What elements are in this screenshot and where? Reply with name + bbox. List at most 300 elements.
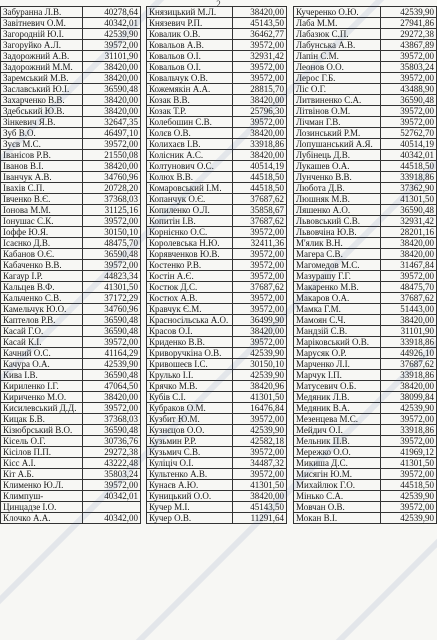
person-name-cell: Кицак Б.В. <box>1 414 83 425</box>
table-row <box>1 414 141 425</box>
person-name-cell: Завітневич О.М. <box>1 18 83 29</box>
table-row <box>147 117 287 128</box>
amount-cell: 44518,50 <box>233 172 287 183</box>
person-name-cell: Кучер М.І. <box>147 502 233 513</box>
person-name-cell: Заславський Ю.І. <box>1 84 83 95</box>
table-row <box>147 370 287 381</box>
amount-cell: 38420,00 <box>233 491 287 502</box>
table-row <box>147 40 287 51</box>
table-row <box>1 304 141 315</box>
amount-cell: 38420,00 <box>83 106 141 117</box>
person-name-cell: Криденко В.В. <box>147 337 233 348</box>
amount-cell: 41301,50 <box>233 392 287 403</box>
table-row <box>147 7 287 18</box>
table-row <box>147 73 287 84</box>
amount-cell: 42539,90 <box>380 403 436 414</box>
person-name-cell: Львовський С.В. <box>294 216 381 227</box>
person-name-cell: Кальченко С.В. <box>1 293 83 304</box>
amount-cell: 39572,00 <box>380 51 436 62</box>
amount-cell: 38420,00 <box>380 238 436 249</box>
amount-cell: 35803,24 <box>83 469 141 480</box>
person-name-cell: Ковальов А.В. <box>147 40 233 51</box>
person-name-cell: М'ялик В.Н. <box>294 238 381 249</box>
amount-cell: 43488,90 <box>380 84 436 95</box>
amount-cell: 38420,00 <box>233 7 287 18</box>
amount-cell: 46497,10 <box>83 128 141 139</box>
person-name-cell: Макаров О.А. <box>294 293 381 304</box>
table-row <box>1 513 141 524</box>
table-row <box>147 304 287 315</box>
table-row <box>1 40 141 51</box>
table-row <box>294 480 437 491</box>
table-row <box>294 172 437 183</box>
person-name-cell: Кабаченко В.В. <box>1 260 83 271</box>
payment-table-column-3 <box>293 6 437 524</box>
table-row <box>147 436 287 447</box>
amount-cell: 41301,50 <box>380 458 436 469</box>
amount-cell: 36590,48 <box>83 425 141 436</box>
person-name-cell: Мамка Г.М. <box>294 304 381 315</box>
person-name-cell: Загородній Ю.І. <box>1 29 83 40</box>
person-name-cell: Зінкевич Я.В. <box>1 117 83 128</box>
amount-cell: 30736,76 <box>83 436 141 447</box>
person-name-cell: Королевська Н.Ю. <box>147 238 233 249</box>
table-row <box>1 117 141 128</box>
person-name-cell: Мережко О.О. <box>294 447 381 458</box>
person-name-cell: Задорожний М.М. <box>1 62 83 73</box>
amount-cell: 38420,00 <box>233 326 287 337</box>
person-name-cell: Клочко А.А. <box>1 513 83 524</box>
amount-cell: 39572,00 <box>233 293 287 304</box>
person-name-cell: Кузбит Ю.М. <box>147 414 233 425</box>
person-name-cell: Захарченко В.В. <box>1 95 83 106</box>
person-name-cell: Загоруйко А.Л. <box>1 40 83 51</box>
person-name-cell: Мокан В.І. <box>294 513 381 524</box>
person-name-cell: Лабунська А.В. <box>294 40 381 51</box>
amount-cell: 33918,86 <box>380 337 436 348</box>
table-row <box>1 183 141 194</box>
person-name-cell: Ляшенко А.О. <box>294 205 381 216</box>
payment-table-column-1 <box>0 6 141 524</box>
table-row <box>147 337 287 348</box>
person-name-cell: Іонова М.М. <box>1 205 83 216</box>
table-row <box>1 18 141 29</box>
person-name-cell: Копанчук О.Є. <box>147 194 233 205</box>
amount-cell: 40342,00 <box>83 513 141 524</box>
amount-cell: 39572,00 <box>233 62 287 73</box>
person-name-cell: Іоффе Ю.Я. <box>1 227 83 238</box>
person-name-cell: Заремський М.В. <box>1 73 83 84</box>
table-row <box>147 282 287 293</box>
person-name-cell: Макаренко М.В. <box>294 282 381 293</box>
amount-cell: 38420,00 <box>83 95 141 106</box>
person-name-cell: Любота Д.В. <box>294 183 381 194</box>
person-name-cell: Медяник Л.В. <box>294 392 381 403</box>
amount-cell: 38420,00 <box>380 381 436 392</box>
table-row <box>294 117 437 128</box>
amount-cell: 39572,00 <box>380 271 436 282</box>
person-name-cell: Зуб В.О. <box>1 128 83 139</box>
amount-cell: 36462,77 <box>233 29 287 40</box>
amount-cell: 41969,12 <box>380 447 436 458</box>
amount-cell: 39572,00 <box>233 271 287 282</box>
table-row <box>294 315 437 326</box>
table-row <box>1 249 141 260</box>
table-row <box>1 84 141 95</box>
table-row <box>1 315 141 326</box>
person-name-cell: Магера С.В. <box>294 249 381 260</box>
table-row <box>294 227 437 238</box>
person-name-cell: Куницький О.О. <box>147 491 233 502</box>
table-row <box>294 249 437 260</box>
table-row <box>147 95 287 106</box>
amount-cell: 36590,48 <box>83 326 141 337</box>
table-row <box>147 172 287 183</box>
person-name-cell: Кубраков О.М. <box>147 403 233 414</box>
amount-cell: 37687,62 <box>380 293 436 304</box>
person-name-cell: Колісник А.С. <box>147 150 233 161</box>
amount-cell: 39572,00 <box>83 337 141 348</box>
person-name-cell: Іванчук А.В. <box>1 172 83 183</box>
table-row <box>147 480 287 491</box>
table-row <box>294 392 437 403</box>
table-row <box>1 7 141 18</box>
table-row <box>1 282 141 293</box>
person-name-cell: Колихаєв І.В. <box>147 139 233 150</box>
table-row <box>1 502 141 513</box>
person-name-cell: Костюх А.В. <box>147 293 233 304</box>
table-row <box>147 128 287 139</box>
amount-cell: 34487,32 <box>233 458 287 469</box>
table-row <box>147 161 287 172</box>
amount-cell: 36590,48 <box>83 370 141 381</box>
amount-cell: 39572,00 <box>380 436 436 447</box>
table-row <box>294 95 437 106</box>
person-name-cell: Матусевич О.Б. <box>294 381 381 392</box>
table-row <box>147 458 287 469</box>
amount-cell: 43867,89 <box>380 40 436 51</box>
table-row <box>294 216 437 227</box>
amount-cell: 33918,86 <box>380 172 436 183</box>
person-name-cell: Литвиненко С.А. <box>294 95 381 106</box>
person-name-cell: Камельчук Ю.О. <box>1 304 83 315</box>
amount-cell: 43222,48 <box>83 458 141 469</box>
table-row <box>1 271 141 282</box>
table-row <box>294 7 437 18</box>
amount-cell: 39572,00 <box>233 304 287 315</box>
table-row <box>1 392 141 403</box>
person-name-cell: Колебошин С.В. <box>147 117 233 128</box>
person-name-cell: Крулько І.І. <box>147 370 233 381</box>
amount-cell: 30150,10 <box>83 227 141 238</box>
amount-cell: 39572,00 <box>83 40 141 51</box>
table-row <box>294 271 437 282</box>
table-row <box>1 458 141 469</box>
amount-cell: 35858,67 <box>233 205 287 216</box>
amount-cell: 38420,00 <box>233 150 287 161</box>
person-name-cell: Ковалик О.В. <box>147 29 233 40</box>
amount-cell: 44518,50 <box>380 161 436 172</box>
table-row <box>294 491 437 502</box>
person-name-cell: Львовчіна Ю.В. <box>294 227 381 238</box>
person-name-cell: Кисилевський Д.Д. <box>1 403 83 414</box>
person-name-cell: Красов О.І. <box>147 326 233 337</box>
table-row <box>147 260 287 271</box>
table-row <box>1 491 141 502</box>
table-row <box>1 447 141 458</box>
amount-cell: 51443,00 <box>380 304 436 315</box>
person-name-cell: Мандзій С.В. <box>294 326 381 337</box>
person-name-cell: Кузьмин Р.Р. <box>147 436 233 447</box>
person-name-cell: Касай К.І. <box>1 337 83 348</box>
table-row <box>1 172 141 183</box>
person-name-cell: Івченко В.Є. <box>1 194 83 205</box>
amount-cell: 39572,00 <box>83 403 141 414</box>
person-name-cell: Лукашев О.А. <box>294 161 381 172</box>
amount-cell: 36590,48 <box>83 84 141 95</box>
person-name-cell: Костін А.Є. <box>147 271 233 282</box>
amount-cell: 42539,90 <box>233 348 287 359</box>
person-name-cell: Маріковський О.В. <box>294 337 381 348</box>
table-row <box>1 480 141 491</box>
amount-cell <box>83 502 141 513</box>
amount-cell: 32411,36 <box>233 238 287 249</box>
amount-cell: 37687,62 <box>233 194 287 205</box>
table-row <box>294 469 437 480</box>
amount-cell: 38099,84 <box>380 392 436 403</box>
person-name-cell: Кириленко І.Г. <box>1 381 83 392</box>
amount-cell: 39572,00 <box>380 469 436 480</box>
table-row <box>1 139 141 150</box>
amount-cell: 41301,50 <box>380 194 436 205</box>
table-row <box>1 436 141 447</box>
person-name-cell: Каптелов Р.В. <box>1 315 83 326</box>
amount-cell: 39572,00 <box>380 502 436 513</box>
person-name-cell: Ковальов О.І. <box>147 51 233 62</box>
amount-cell: 39572,00 <box>233 469 287 480</box>
amount-cell: 39572,00 <box>233 414 287 425</box>
table-row <box>294 359 437 370</box>
amount-cell: 40278,64 <box>83 7 141 18</box>
table-row <box>1 425 141 436</box>
table-row <box>1 62 141 73</box>
table-row <box>294 51 437 62</box>
table-row <box>147 62 287 73</box>
person-name-cell: Лабазюк С.П. <box>294 29 381 40</box>
person-name-cell: Лерос Г.Б. <box>294 73 381 84</box>
amount-cell: 39572,00 <box>380 414 436 425</box>
table-row <box>294 106 437 117</box>
table-row <box>294 238 437 249</box>
amount-cell: 39572,00 <box>233 117 287 128</box>
amount-cell: 28815,70 <box>233 84 287 95</box>
table-row <box>147 106 287 117</box>
table-row <box>294 293 437 304</box>
amount-cell: 44823,34 <box>83 271 141 282</box>
table-row <box>294 62 437 73</box>
person-name-cell: Кожемякін А.А. <box>147 84 233 95</box>
table-row <box>1 29 141 40</box>
person-name-cell: Колєв О.В. <box>147 128 233 139</box>
table-row <box>294 18 437 29</box>
amount-cell: 41301,50 <box>233 480 287 491</box>
table-row <box>1 337 141 348</box>
table-row <box>1 469 141 480</box>
person-name-cell: Кузнєцов О.О. <box>147 425 233 436</box>
table-row <box>1 161 141 172</box>
person-name-cell: Медяник В.А. <box>294 403 381 414</box>
person-name-cell: Іонушас С.К. <box>1 216 83 227</box>
table-row <box>294 205 437 216</box>
table-row <box>1 293 141 304</box>
amount-cell: 38420,00 <box>233 128 287 139</box>
amount-cell: 39572,00 <box>380 106 436 117</box>
amount-cell: 39572,00 <box>233 337 287 348</box>
person-name-cell: Костенко Р.В. <box>147 260 233 271</box>
person-name-cell: Качура О.А. <box>1 359 83 370</box>
amount-cell: 39572,00 <box>380 73 436 84</box>
person-name-cell: Лапін С.М. <box>294 51 381 62</box>
person-name-cell: Куліціч О.І. <box>147 458 233 469</box>
table-row <box>294 425 437 436</box>
person-name-cell: Марчук І.П. <box>294 370 381 381</box>
amount-cell: 40342,01 <box>83 18 141 29</box>
table-row <box>147 403 287 414</box>
amount-cell: 39572,00 <box>233 227 287 238</box>
table-row <box>294 337 437 348</box>
amount-cell: 31467,84 <box>380 260 436 271</box>
person-name-cell: Іванісов Р.В. <box>1 150 83 161</box>
table-row <box>147 348 287 359</box>
amount-cell: 37687,62 <box>233 282 287 293</box>
amount-cell: 42539,90 <box>233 370 287 381</box>
amount-cell: 40514,19 <box>233 161 287 172</box>
table-row <box>147 18 287 29</box>
amount-cell: 38420,00 <box>380 315 436 326</box>
table-row <box>1 194 141 205</box>
table-row <box>147 227 287 238</box>
table-row <box>147 183 287 194</box>
person-name-cell: Кунаєв А.Ю. <box>147 480 233 491</box>
table-row <box>147 491 287 502</box>
table-row <box>147 249 287 260</box>
person-name-cell: Здебський Ю.В. <box>1 106 83 117</box>
table-row <box>294 29 437 40</box>
table-row <box>147 216 287 227</box>
person-name-cell: Мамоян С.Ч. <box>294 315 381 326</box>
table-row <box>1 381 141 392</box>
table-row <box>1 359 141 370</box>
amount-cell: 48475,70 <box>380 282 436 293</box>
person-name-cell: Кісель О.Г. <box>1 436 83 447</box>
table-row <box>294 458 437 469</box>
amount-cell: 36590,48 <box>83 249 141 260</box>
amount-cell: 38420,96 <box>233 381 287 392</box>
amount-cell: 39572,00 <box>380 117 436 128</box>
person-name-cell: Мезенцева М.С. <box>294 414 381 425</box>
amount-cell: 31125,16 <box>83 205 141 216</box>
table-row <box>294 73 437 84</box>
table-row <box>1 403 141 414</box>
amount-cell: 38420,00 <box>83 62 141 73</box>
amount-cell: 32647,35 <box>83 117 141 128</box>
amount-cell: 34760,96 <box>83 172 141 183</box>
amount-cell: 42539,90 <box>83 359 141 370</box>
person-name-cell: Кучер О.В. <box>147 513 233 524</box>
person-name-cell: Кальцев В.Ф. <box>1 282 83 293</box>
amount-cell: 36499,90 <box>233 315 287 326</box>
person-name-cell: Мейдич О.І. <box>294 425 381 436</box>
table-row <box>147 425 287 436</box>
amount-cell: 38420,00 <box>83 161 141 172</box>
amount-cell: 31101,90 <box>380 326 436 337</box>
amount-cell: 47064,50 <box>83 381 141 392</box>
amount-cell: 31101,90 <box>83 51 141 62</box>
amount-cell: 33918,86 <box>380 370 436 381</box>
person-name-cell: Мисягін Ю.М. <box>294 469 381 480</box>
amount-cell: 39572,00 <box>233 447 287 458</box>
person-name-cell: Лозинський Р.М. <box>294 128 381 139</box>
amount-cell: 52762,70 <box>380 128 436 139</box>
person-name-cell: Мельник П.В. <box>294 436 381 447</box>
amount-cell: 37687,62 <box>233 216 287 227</box>
table-row <box>1 326 141 337</box>
person-name-cell: Кириченко М.О. <box>1 392 83 403</box>
amount-cell: 30150,10 <box>233 359 287 370</box>
table-row <box>1 238 141 249</box>
person-name-cell: Іванов В.І. <box>1 161 83 172</box>
table-row <box>147 326 287 337</box>
amount-cell: 32931,42 <box>233 51 287 62</box>
amount-cell: 21550,08 <box>83 150 141 161</box>
person-name-cell: Крячко М.В. <box>147 381 233 392</box>
amount-cell: 38420,00 <box>83 73 141 84</box>
table-row <box>147 205 287 216</box>
table-row <box>294 161 437 172</box>
table-row <box>294 370 437 381</box>
table-row <box>147 29 287 40</box>
person-name-cell: Івахів С.П. <box>1 183 83 194</box>
table-row <box>1 205 141 216</box>
amount-cell: 39572,00 <box>233 249 287 260</box>
amount-cell: 36590,48 <box>83 315 141 326</box>
person-name-cell: Клименко Ю.Л. <box>1 480 83 491</box>
person-name-cell: Ісаєнко Д.В. <box>1 238 83 249</box>
amount-cell: 37172,29 <box>83 293 141 304</box>
amount-cell: 20728,20 <box>83 183 141 194</box>
table-row <box>147 381 287 392</box>
amount-cell: 38420,00 <box>380 249 436 260</box>
table-row <box>1 150 141 161</box>
amount-cell: 42539,90 <box>380 513 436 524</box>
person-name-cell: Касай Г.О. <box>1 326 83 337</box>
table-row <box>147 414 287 425</box>
person-name-cell: Михайлюк Г.О. <box>294 480 381 491</box>
person-name-cell: Марусяк О.Р. <box>294 348 381 359</box>
amount-cell: 40342,01 <box>380 150 436 161</box>
person-name-cell: Лаба М.М. <box>294 18 381 29</box>
amount-cell: 45143,50 <box>233 18 287 29</box>
person-name-cell: Корявченков Ю.В. <box>147 249 233 260</box>
person-name-cell: Копитін І.В. <box>147 216 233 227</box>
person-name-cell: Комаровський І.М. <box>147 183 233 194</box>
amount-cell: 42582,18 <box>233 436 287 447</box>
table-row <box>147 502 287 513</box>
person-name-cell: Кіт А.Б. <box>1 469 83 480</box>
person-name-cell: Магомедов М.С. <box>294 260 381 271</box>
table-row <box>1 370 141 381</box>
table-row <box>294 502 437 513</box>
